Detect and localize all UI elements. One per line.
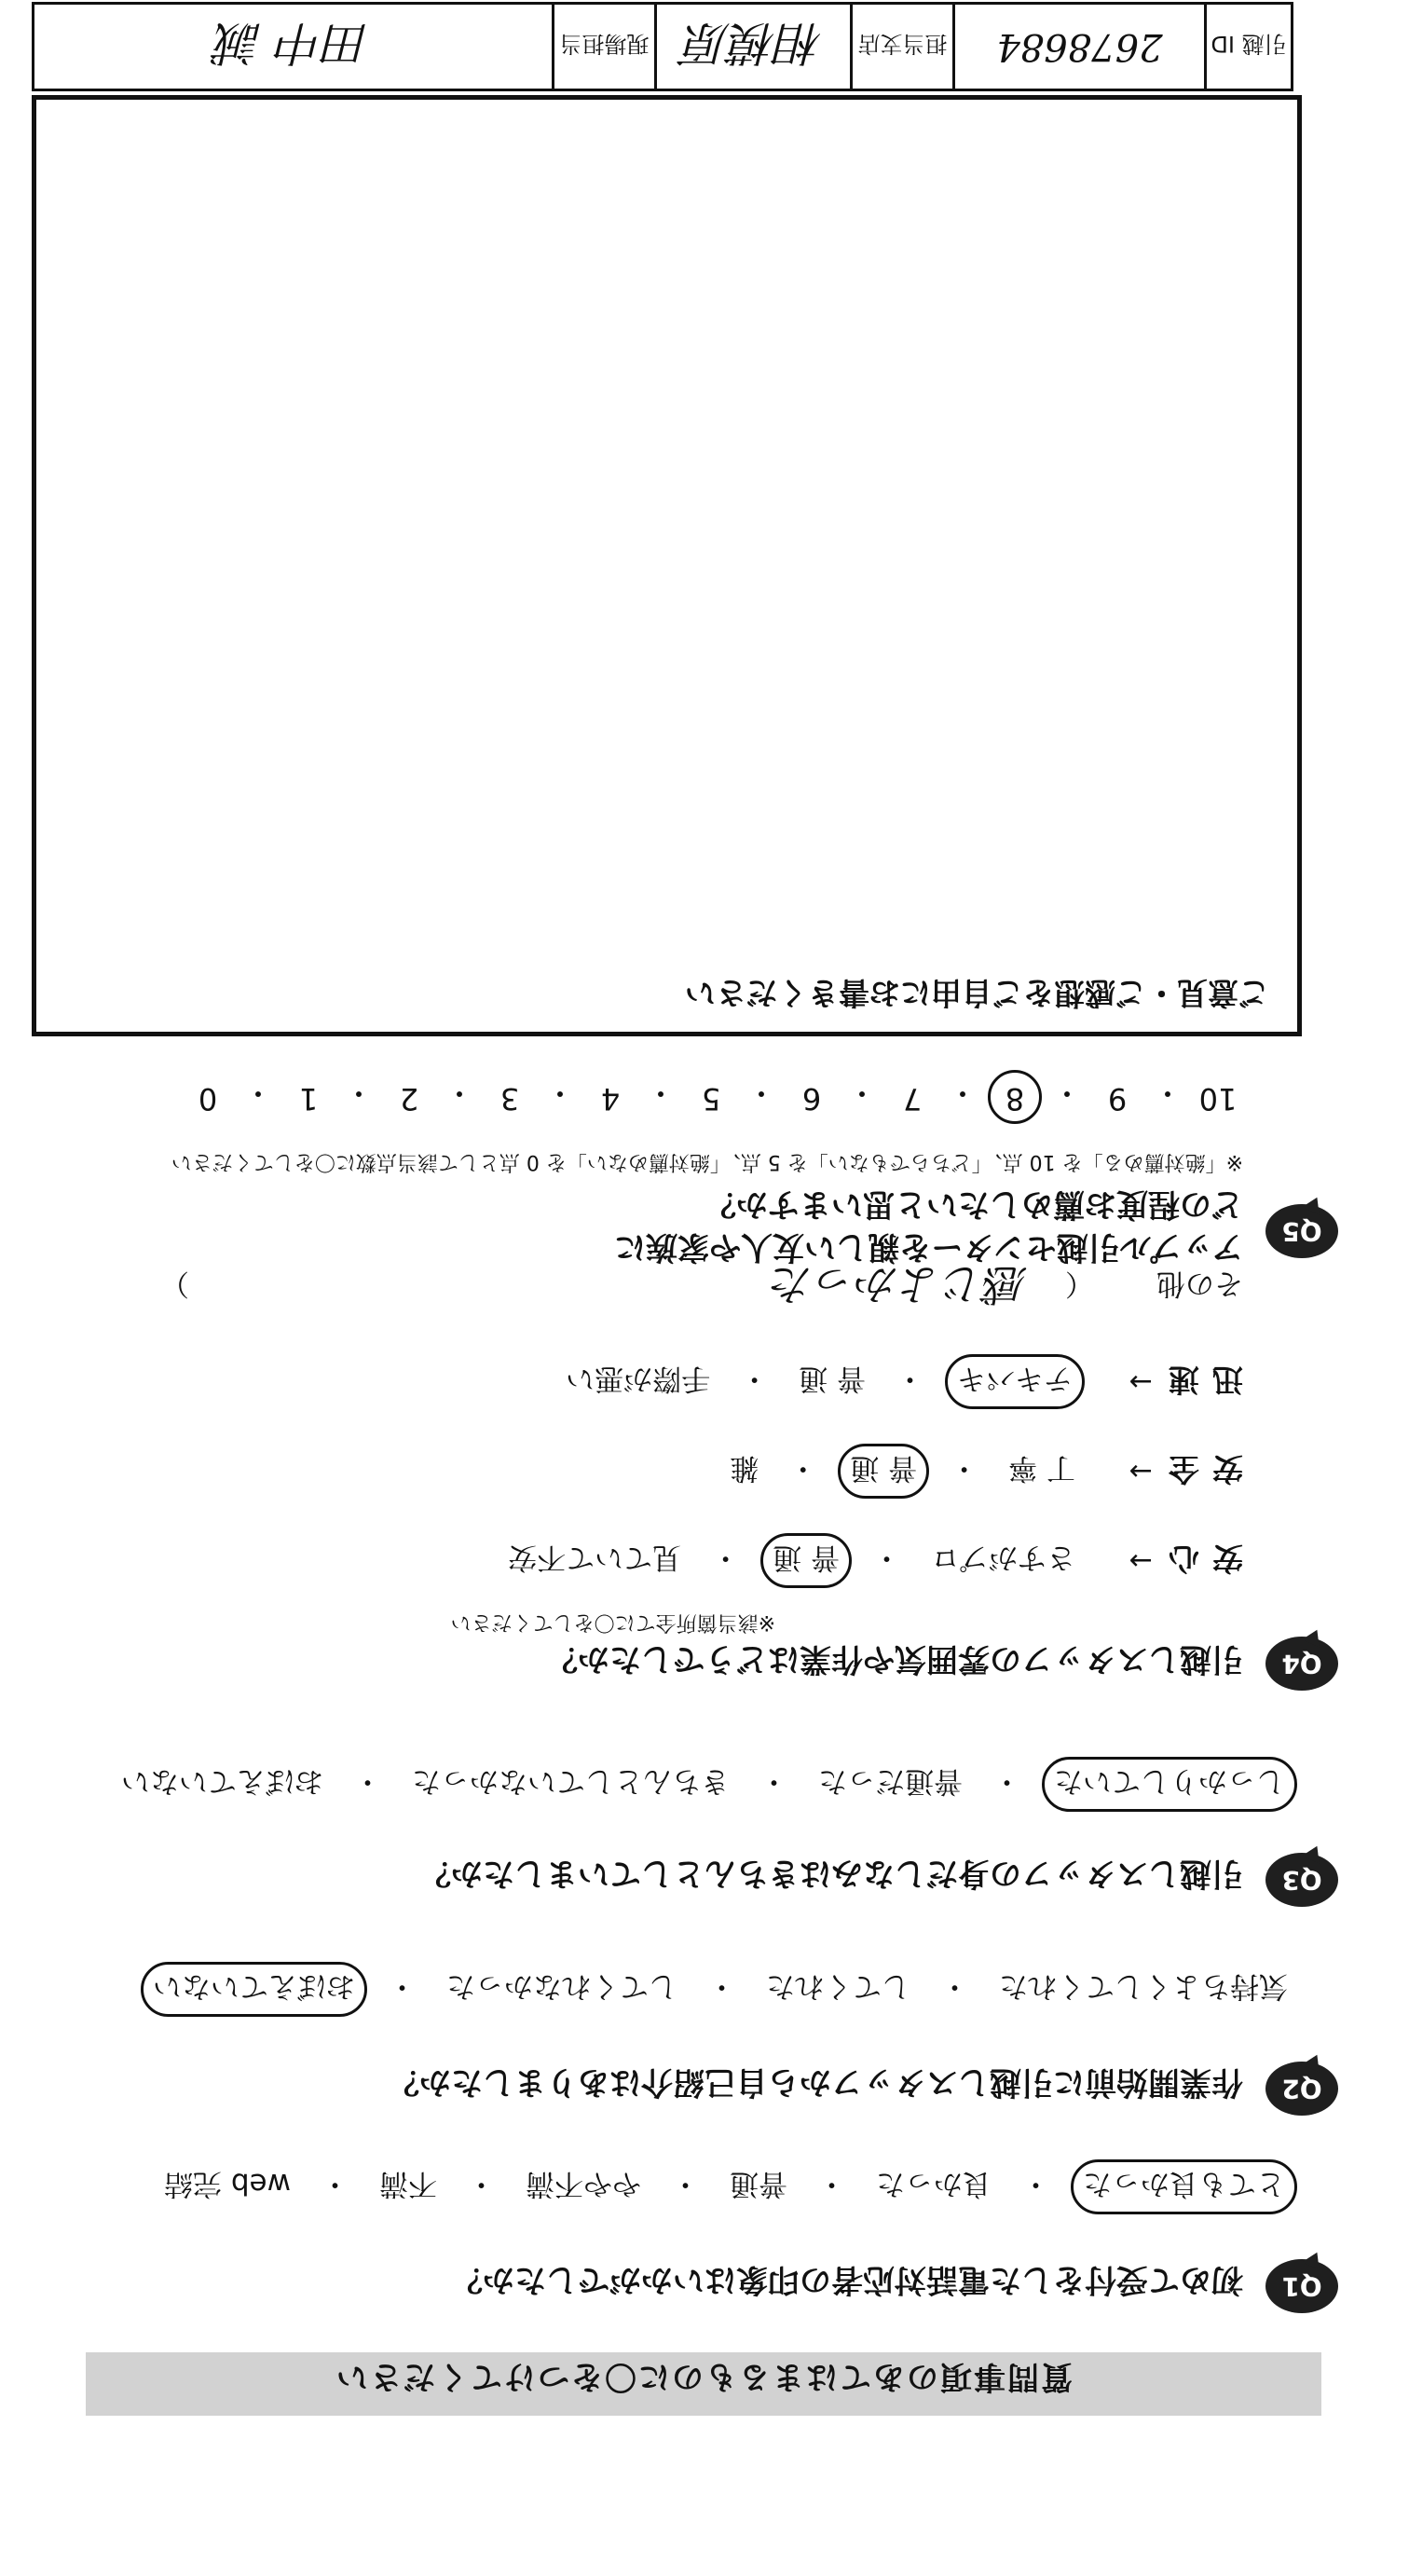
q3-option-normal[interactable]: 普通だった: [818, 1764, 963, 1798]
q3-option-dont-remember[interactable]: おぼえていない: [121, 1764, 323, 1798]
arrow-icon: →: [1129, 1544, 1153, 1577]
score-3[interactable]: 3: [499, 1081, 520, 1117]
q4-safety-normal[interactable]: 普 通: [838, 1444, 929, 1499]
q3-options: しっかりしていた ・ 普通だった ・ きちんとしていなかった ・ おぼえていない: [112, 1757, 1297, 1812]
q2-options: 気持ちよくしてくれた ・ してくれた ・ してくれなかった ・ おぼえていない: [141, 1962, 1297, 2017]
q1-option-somewhat-dissatisfied[interactable]: やや不満: [526, 2167, 641, 2200]
q2-badge: Q2: [1265, 2062, 1338, 2116]
score-5[interactable]: 5: [701, 1081, 721, 1117]
q1-option-dissatisfied[interactable]: 不満: [379, 2167, 437, 2200]
q1-question: 初めて受付をした電話対応者の印象はいかがでしたか？: [451, 2261, 1243, 2298]
q5-scale: 10 ・ 9 ・ 8 ・ 7 ・ 6 ・ 5 ・ 4 ・ 3 ・ 2 ・ 1 ・ 0: [183, 1070, 1243, 1117]
move-id-label: 引越 ID: [1211, 31, 1287, 58]
q4-category-reassurance: 安心: [1156, 1541, 1243, 1577]
score-1[interactable]: 1: [298, 1081, 319, 1117]
score-10[interactable]: 10: [1198, 1081, 1238, 1117]
q4-category-safety: 安全: [1156, 1451, 1243, 1487]
comments-box[interactable]: [32, 95, 1302, 1036]
q4-safety-rough[interactable]: 雑: [730, 1451, 759, 1485]
q3-option-not-neat[interactable]: きちんとしていなかった: [412, 1764, 730, 1798]
q4-question: 引越しスタッフの雰囲気や作業はどうでしたか？: [546, 1640, 1243, 1678]
q4-category-speed: 迅速: [1156, 1362, 1243, 1398]
score-9[interactable]: 9: [1107, 1081, 1128, 1117]
site-staff-value[interactable]: 田中 誠: [34, 5, 554, 89]
q4-row-safety: 安全 → 丁 寧 ・ 普 通 ・ 雑: [720, 1444, 1243, 1499]
comments-label: ご意見・ご感想をご自由にお書きください: [685, 975, 1269, 1011]
q4-other-answer[interactable]: 感じよかった: [771, 1259, 1028, 1309]
q3-badge: Q3: [1265, 1853, 1338, 1907]
instruction-text: 質問事項のあてはまるものに〇をつけてください: [335, 2358, 1073, 2395]
q1-options: とても良かった ・ 良かった ・ 普通 ・ やや不満 ・ 不満 ・ web 完結: [155, 2159, 1297, 2214]
q5-note: ※「絶対薦める」を 10 点、「どちらでもない」を 5 点、「絶対薦めない」を 0 点として該当点数に〇をしてください: [171, 1150, 1243, 1173]
branch-label: 担当支店: [853, 5, 955, 89]
q4-note: ※該当箇所全てに〇をしてください: [450, 1610, 775, 1634]
q2-option-did-not[interactable]: してくれなかった: [446, 1969, 677, 2003]
q4-safety-careful[interactable]: 丁 寧: [1008, 1451, 1075, 1485]
q4-other-close: ）: [160, 1267, 189, 1301]
branch-value[interactable]: 相模原: [657, 5, 853, 89]
score-6[interactable]: 6: [801, 1081, 822, 1117]
instruction-bar: [86, 2352, 1321, 2416]
q2-option-pleasantly[interactable]: 気持ちよくしてくれた: [999, 1969, 1288, 2003]
q1-option-good[interactable]: 良かった: [876, 2167, 992, 2200]
q1-option-average[interactable]: 普通: [730, 2167, 787, 2200]
q2-option-did[interactable]: してくれた: [766, 1969, 910, 2003]
q4-other-open: （: [1065, 1267, 1094, 1301]
q3-question: 引越しスタッフの身だしなみはきちんとしていましたか？: [419, 1855, 1243, 1892]
q4-speed-clumsy[interactable]: 手際が悪い: [566, 1362, 711, 1395]
q1-option-very-good[interactable]: とても良かった: [1071, 2159, 1297, 2214]
score-2[interactable]: 2: [399, 1081, 419, 1117]
q4-badge: Q4: [1265, 1637, 1338, 1691]
move-id-value[interactable]: 2678684: [955, 5, 1207, 89]
q4-reassurance-normal[interactable]: 普 通: [760, 1533, 852, 1588]
q4-row-reassurance: 安心 → さすがプロ ・ 普 通 ・ 見ていて不安: [499, 1533, 1243, 1588]
score-4[interactable]: 4: [600, 1081, 621, 1117]
score-7[interactable]: 7: [902, 1081, 923, 1117]
score-0[interactable]: 0: [198, 1081, 218, 1117]
q5-question-line1: アップル引越センターを親しい友人や家族に: [614, 1228, 1243, 1266]
score-8[interactable]: 8: [988, 1070, 1042, 1124]
comments-text[interactable]: [64, 128, 1269, 957]
q5-question-line2: どの程度お薦めしたいと思いますか？: [704, 1185, 1243, 1223]
q4-speed-normal[interactable]: 普 通: [799, 1362, 866, 1395]
id-table: [32, 2, 1293, 91]
q4-speed-brisk[interactable]: テキパキ: [945, 1354, 1085, 1409]
site-staff-label: 現場担当: [554, 5, 657, 89]
q1-option-web-complete[interactable]: web 完結: [164, 2167, 291, 2200]
q4-other-label: その他: [1156, 1267, 1243, 1301]
q3-option-neat[interactable]: しっかりしていた: [1042, 1757, 1297, 1812]
arrow-icon: →: [1129, 1455, 1153, 1487]
q4-reassurance-uneasy[interactable]: 見ていて不安: [508, 1541, 682, 1574]
q5-badge: Q5: [1265, 1204, 1338, 1258]
q1-badge: Q1: [1265, 2259, 1338, 2313]
arrow-icon: →: [1129, 1365, 1153, 1398]
q4-row-speed: 迅速 → テキパキ ・ 普 通 ・ 手際が悪い: [556, 1354, 1243, 1409]
q4-reassurance-pro[interactable]: さすがプロ: [931, 1541, 1075, 1574]
q2-option-dont-remember[interactable]: おぼえていない: [141, 1962, 367, 2017]
q2-question: 作業開始前に引越しスタッフから自己紹介はありましたか？: [388, 2063, 1243, 2101]
